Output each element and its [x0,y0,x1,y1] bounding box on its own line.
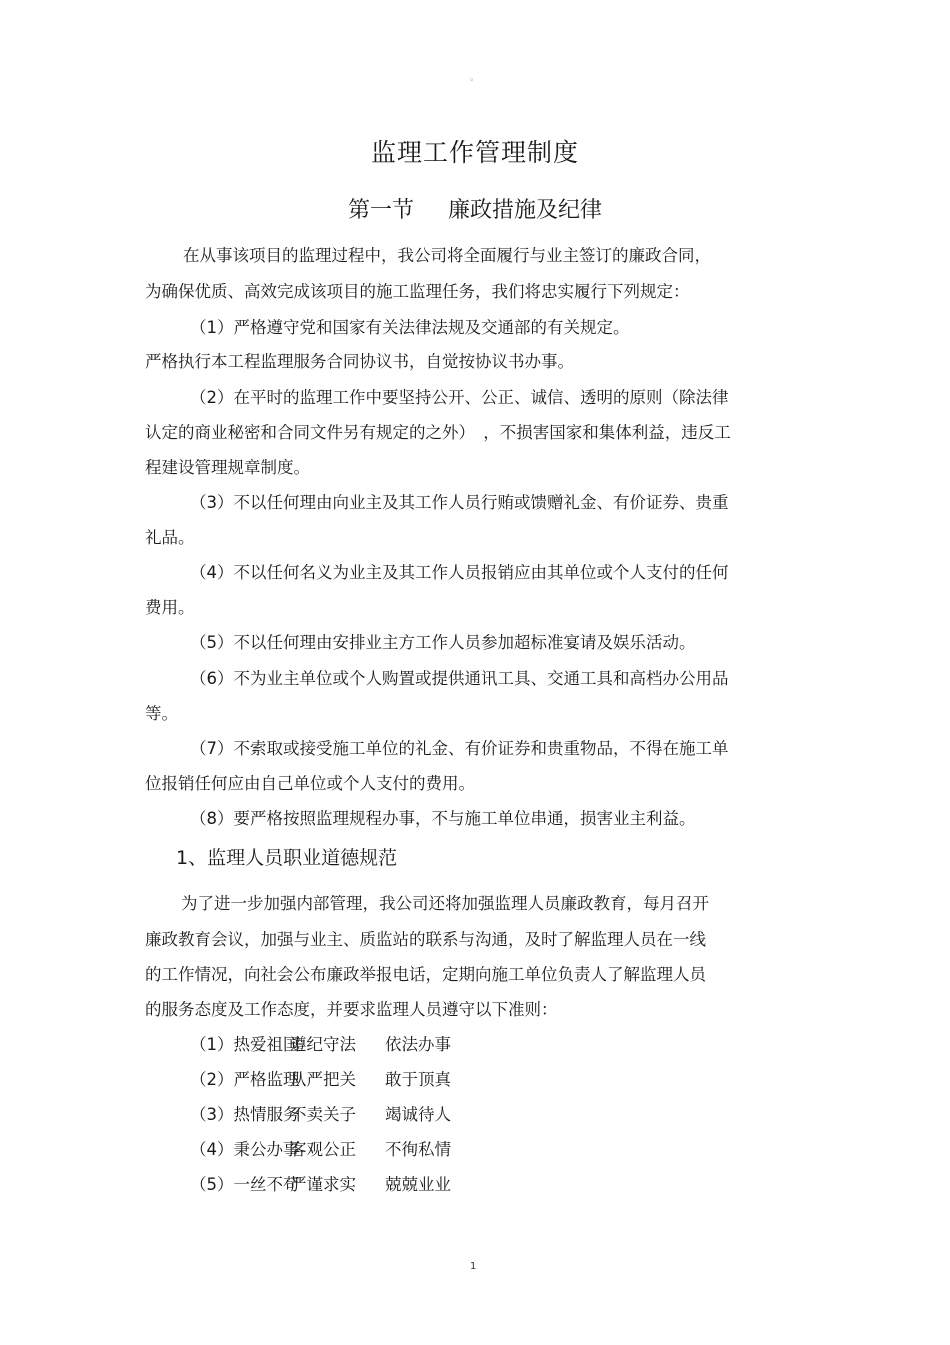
motto-part: 客观公正 [290,1140,356,1159]
page-number: 1 [470,1261,477,1272]
rule-line: （4）不以任何名义为业主及其工作人员报销应由其单位或个人支付的任何 [190,563,729,582]
motto-part: 不卖关子 [290,1105,356,1124]
motto-part: 不徇私情 [385,1140,451,1159]
intro-line: 在从事该项目的监理过程中，我公司将全面履行与业主签订的廉政合同， [183,246,711,265]
rule-line: （8）要严格按照监理规程办事，不与施工单位串通，损害业主利益。 [190,809,696,828]
rule-line: （6）不为业主单位或个人购置或提供通讯工具、交通工具和高档办公用品 [190,669,729,688]
rule-line: 严格执行本工程监理服务合同协议书，自觉按协议书办事。 [145,352,574,371]
motto-part: 竭诚待人 [385,1105,451,1124]
rule-line: 等。 [145,704,178,723]
rule-line: （3）不以任何理由向业主及其工作人员行贿或馈赠礼金、有价证券、贵重 [190,493,729,512]
rule-line: （5）不以任何理由安排业主方工作人员参加超标准宴请及娱乐活动。 [190,633,696,652]
motto-part: 敢于顶真 [385,1070,451,1089]
intro-line: 为确保优质、高效完成该项目的施工监理任务，我们将忠实履行下列规定： [145,282,690,301]
motto-part: 从严把关 [290,1070,356,1089]
rule-line: 礼品。 [145,528,195,547]
motto-row [190,1105,451,1125]
rule-line: （2）在平时的监理工作中要坚持公开、公正、诚信、透明的原则（除法律 [190,388,729,407]
header-mark: 。 [470,73,480,83]
subsection-title: 1、监理人员职业道德规范 [176,847,398,869]
motto-row [190,1035,451,1055]
motto-row [190,1140,451,1160]
rule-line: （1）严格遵守党和国家有关法律法规及交通部的有关规定。 [190,318,630,337]
motto-part: （3）热情服务 [190,1105,300,1124]
motto-part: 依法办事 [385,1035,451,1054]
ethics-line: 的服务态度及工作态度，并要求监理人员遵守以下准则： [145,1000,558,1019]
rule-line: （7）不索取或接受施工单位的礼金、有价证券和贵重物品，不得在施工单 [190,739,729,758]
rule-line: 认定的商业秘密和合同文件另有规定的之外） ，不损害国家和集体利益，违反工 [145,423,731,442]
motto-row [190,1175,451,1195]
motto-part: （1）热爱祖国 [190,1035,300,1054]
ethics-line: 的工作情况，向社会公布廉政举报电话，定期向施工单位负责人了解监理人员 [145,965,706,984]
motto-row [190,1070,451,1090]
rule-line: 费用。 [145,598,195,617]
section-number: 第一节 [347,198,414,223]
rule-line: 位报销任何应由自己单位或个人支付的费用。 [145,774,475,793]
motto-part: 兢兢业业 [385,1175,451,1194]
motto-part: （5）一丝不苟 [190,1175,300,1194]
section-heading [0,193,950,224]
ethics-line: 为了进一步加强内部管理，我公司还将加强监理人员廉政教育，每月召开 [181,894,709,913]
motto-part: （4）秉公办事 [190,1140,300,1159]
document-title: 监理工作管理制度 [370,138,579,167]
section-name: 廉政措施及纪律 [448,198,603,223]
ethics-line: 廉政教育会议，加强与业主、质监站的联系与沟通，及时了解监理人员在一线 [145,930,706,949]
motto-part: 严谨求实 [290,1175,356,1194]
motto-part: （2）严格监理 [190,1070,300,1089]
rule-line: 程建设管理规章制度。 [145,458,310,477]
motto-part: 遵纪守法 [290,1035,356,1054]
